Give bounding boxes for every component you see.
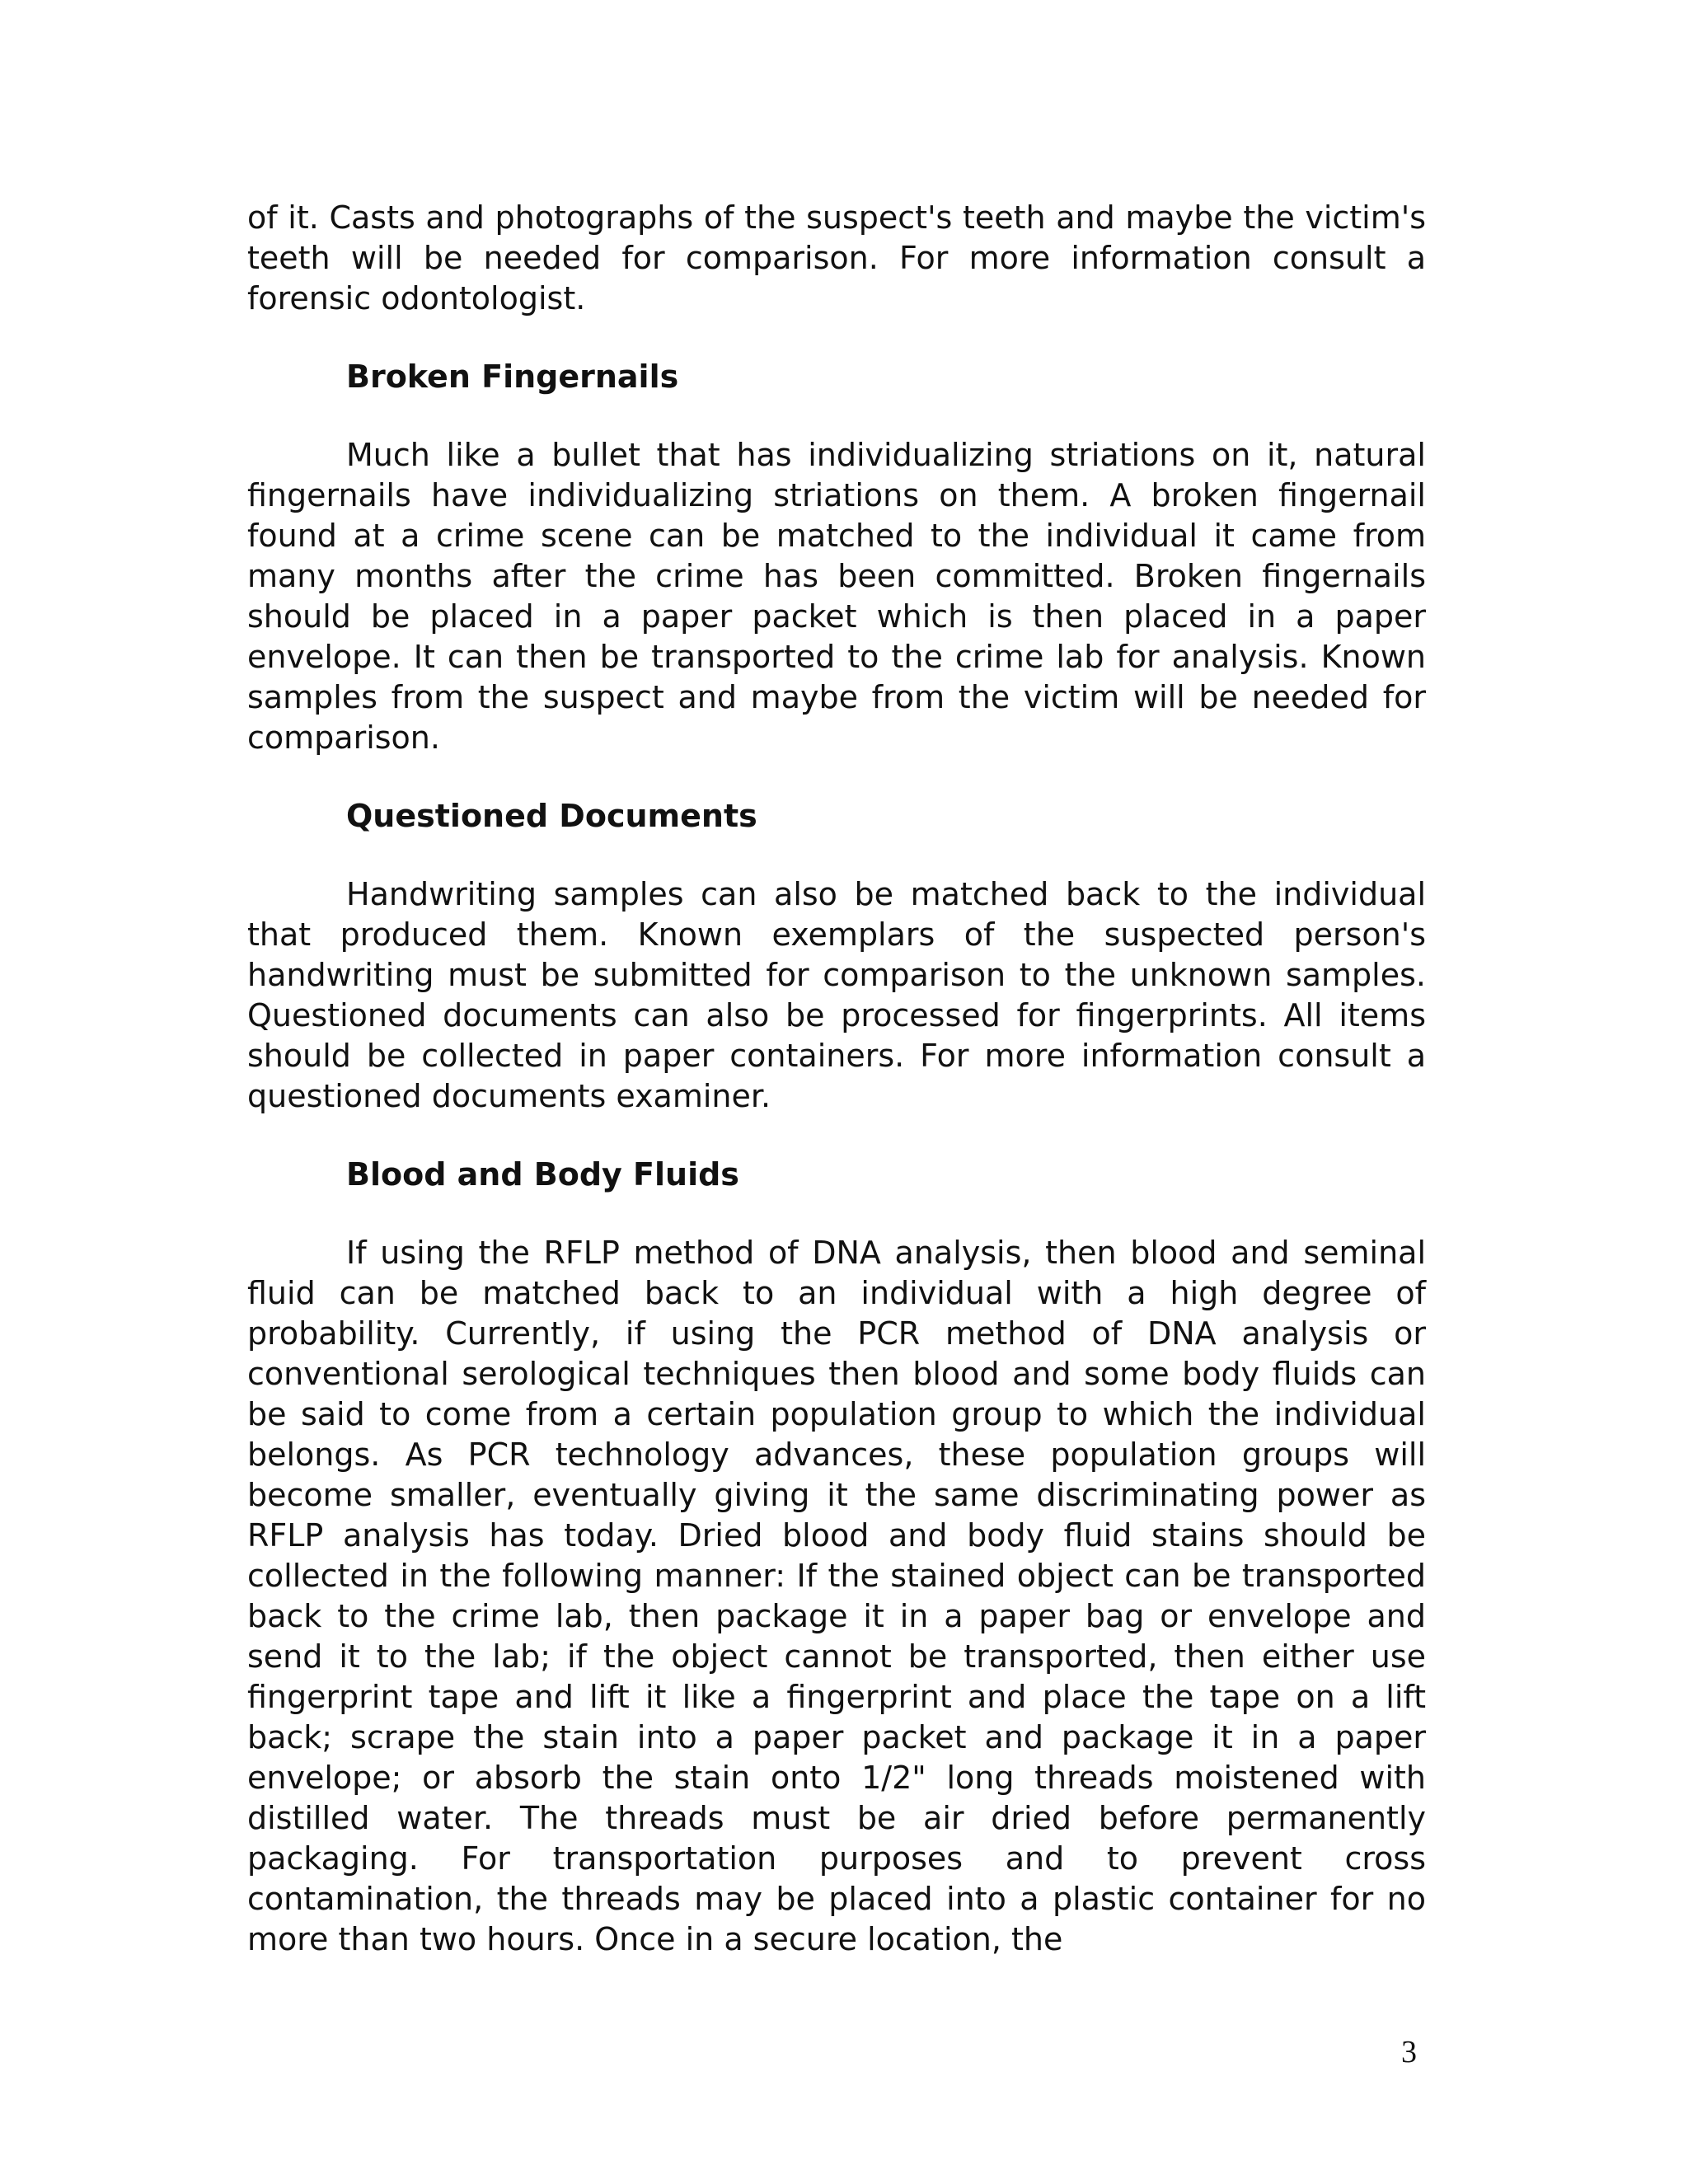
page-content: [247, 198, 1426, 1960]
section-heading-broken-fingernails: Broken Fingernails: [346, 359, 679, 395]
section-body-broken-fingernails: Much like a bullet that has individualizing striations on it, natural fingernails have individualizing striations on them. A broken fingernail found at a crime scene can be matched to the individual it came from many months after the crime has been committed. Broken fingernails should be placed in a paper packet which is then placed in a paper envelope. It can then be transported to the crime lab for analysis. Known samples from the suspect and maybe from the victim will be needed for comparison.: [247, 437, 1426, 756]
page-number: 3: [1401, 2035, 1417, 2069]
opening-paragraph: of it. Casts and photographs of the suspect's teeth and maybe the victim's teeth will be needed for comparison. For more information consult a forensic odontologist.: [247, 199, 1426, 316]
section-body-blood-and-body-fluids: If using the RFLP method of DNA analysis, then blood and seminal fluid can be matched back to an individual with a high degree of probability. Currently, if using the PCR method of DNA analysis or conventional serological techniques then blood and some body fluids can be said to come from a certain population group to which the individual belongs. As PCR technology advances, these population groups will become smaller, eventually giving it the same discriminating power as RFLP analysis has today. Dried blood and body fluid stains should be collected in the following manner: If the stained object can be transported back to the crime lab, then package it in a paper bag or envelope and send it to the lab; if the object cannot be transported, then either use fingerprint tape and lift it like a fingerprint and place the tape on a lift back; scrape the stain into a paper packet and package it in a paper envelope; or absorb the stain onto 1/2" long threads moistened with distilled water. The threads must be air dried before permanently packaging. For transportation purposes and to prevent cross contamination, the threads may be placed into a plastic container for no more than two hours. Once in a secure location, the: [247, 1235, 1426, 1957]
section-body-questioned-documents: Handwriting samples can also be matched back to the individual that produced them. Known exemplars of the suspected person's handwriting must be submitted for comparison to the unknown samples. Questioned documents can also be processed for fingerprints. All items should be collected in paper containers. For more information consult a questioned documents examiner.: [247, 876, 1426, 1114]
section-heading-questioned-documents: Questioned Documents: [346, 798, 757, 834]
section-heading-blood-and-body-fluids: Blood and Body Fluids: [346, 1156, 739, 1193]
